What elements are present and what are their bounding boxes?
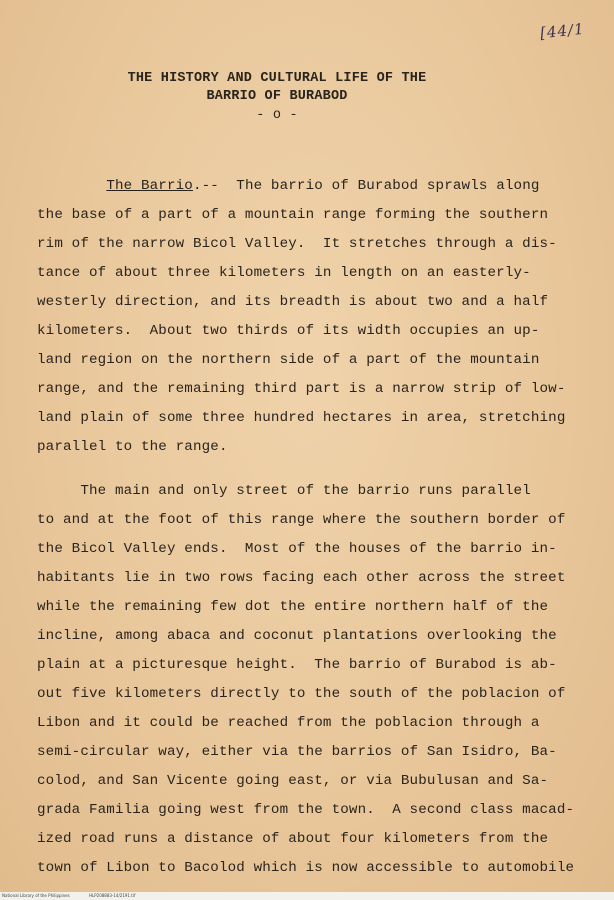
paragraph-2-line: habitants lie in two rows facing each other across the street <box>37 570 566 586</box>
paragraph-1-line: the base of a part of a mountain range forming the southern <box>37 207 549 223</box>
paragraph-1-line: land region on the northern side of a part of the mountain <box>37 352 540 368</box>
paragraph-2-line: to and at the foot of this range where the southern border of <box>37 512 566 528</box>
paragraph-1-line: westerly direction, and its breadth is about two and a half <box>37 294 549 310</box>
paragraph-2-line: The main and only street of the barrio runs parallel <box>37 483 531 499</box>
paragraph-2-line: incline, among abaca and coconut plantations overlooking the <box>37 628 557 644</box>
paragraph-2-line: grada Familia going west from the town. A second class macad- <box>37 802 575 818</box>
paragraph-2-line: ized road runs a distance of about four kilometers from the <box>37 831 549 847</box>
paragraph-2-line: Libon and it could be reached from the poblacion through a <box>37 715 540 731</box>
paragraph-2-line: plain at a picturesque height. The barrio of Burabod is ab- <box>37 657 557 673</box>
footer-file-id: HLP208883-14/2191.tif <box>89 893 136 898</box>
scan-footer <box>0 892 614 900</box>
paragraph-2-line: out five kilometers directly to the south of the poblacion of <box>37 686 566 702</box>
paragraph-2-line: while the remaining few dot the entire northern half of the <box>37 599 549 615</box>
paragraph-1-line: parallel to the range. <box>37 439 228 455</box>
paragraph-1-line: land plain of some three hundred hectares in area, stretching <box>37 410 566 426</box>
document-title-line-2: BARRIO OF BURABOD <box>206 89 348 104</box>
section-heading-barrio: The Barrio <box>106 178 193 194</box>
document-title-line-1: THE HISTORY AND CULTURAL LIFE OF THE <box>127 71 427 86</box>
paragraph-2-line: semi-circular way, either via the barrios of San Isidro, Ba- <box>37 744 557 760</box>
paragraph-1-line: kilometers. About two thirds of its width occupies an up- <box>37 323 540 339</box>
page-reference-number: [44/1 <box>539 19 586 43</box>
paragraph-2-line: the Bicol Valley ends. Most of the houses of the barrio in- <box>37 541 557 557</box>
footer-library-name: National Library of the Philippines <box>2 893 70 898</box>
paragraph-2-line: town of Libon to Bacolod which is now accessible to automobile <box>37 860 575 876</box>
paragraph-1-line: rim of the narrow Bicol Valley. It stretches through a dis- <box>37 236 557 252</box>
title-separator: - o - <box>256 108 298 123</box>
paragraph-1-line: tance of about three kilometers in length on an easterly- <box>37 265 531 281</box>
paragraph-1-line-1: The Barrio.-- The barrio of Burabod sprawls along <box>106 178 540 194</box>
paragraph-1-line: range, and the remaining third part is a narrow strip of low- <box>37 381 566 397</box>
paragraph-2-line: colod, and San Vicente going east, or via Bubulusan and Sa- <box>37 773 549 789</box>
